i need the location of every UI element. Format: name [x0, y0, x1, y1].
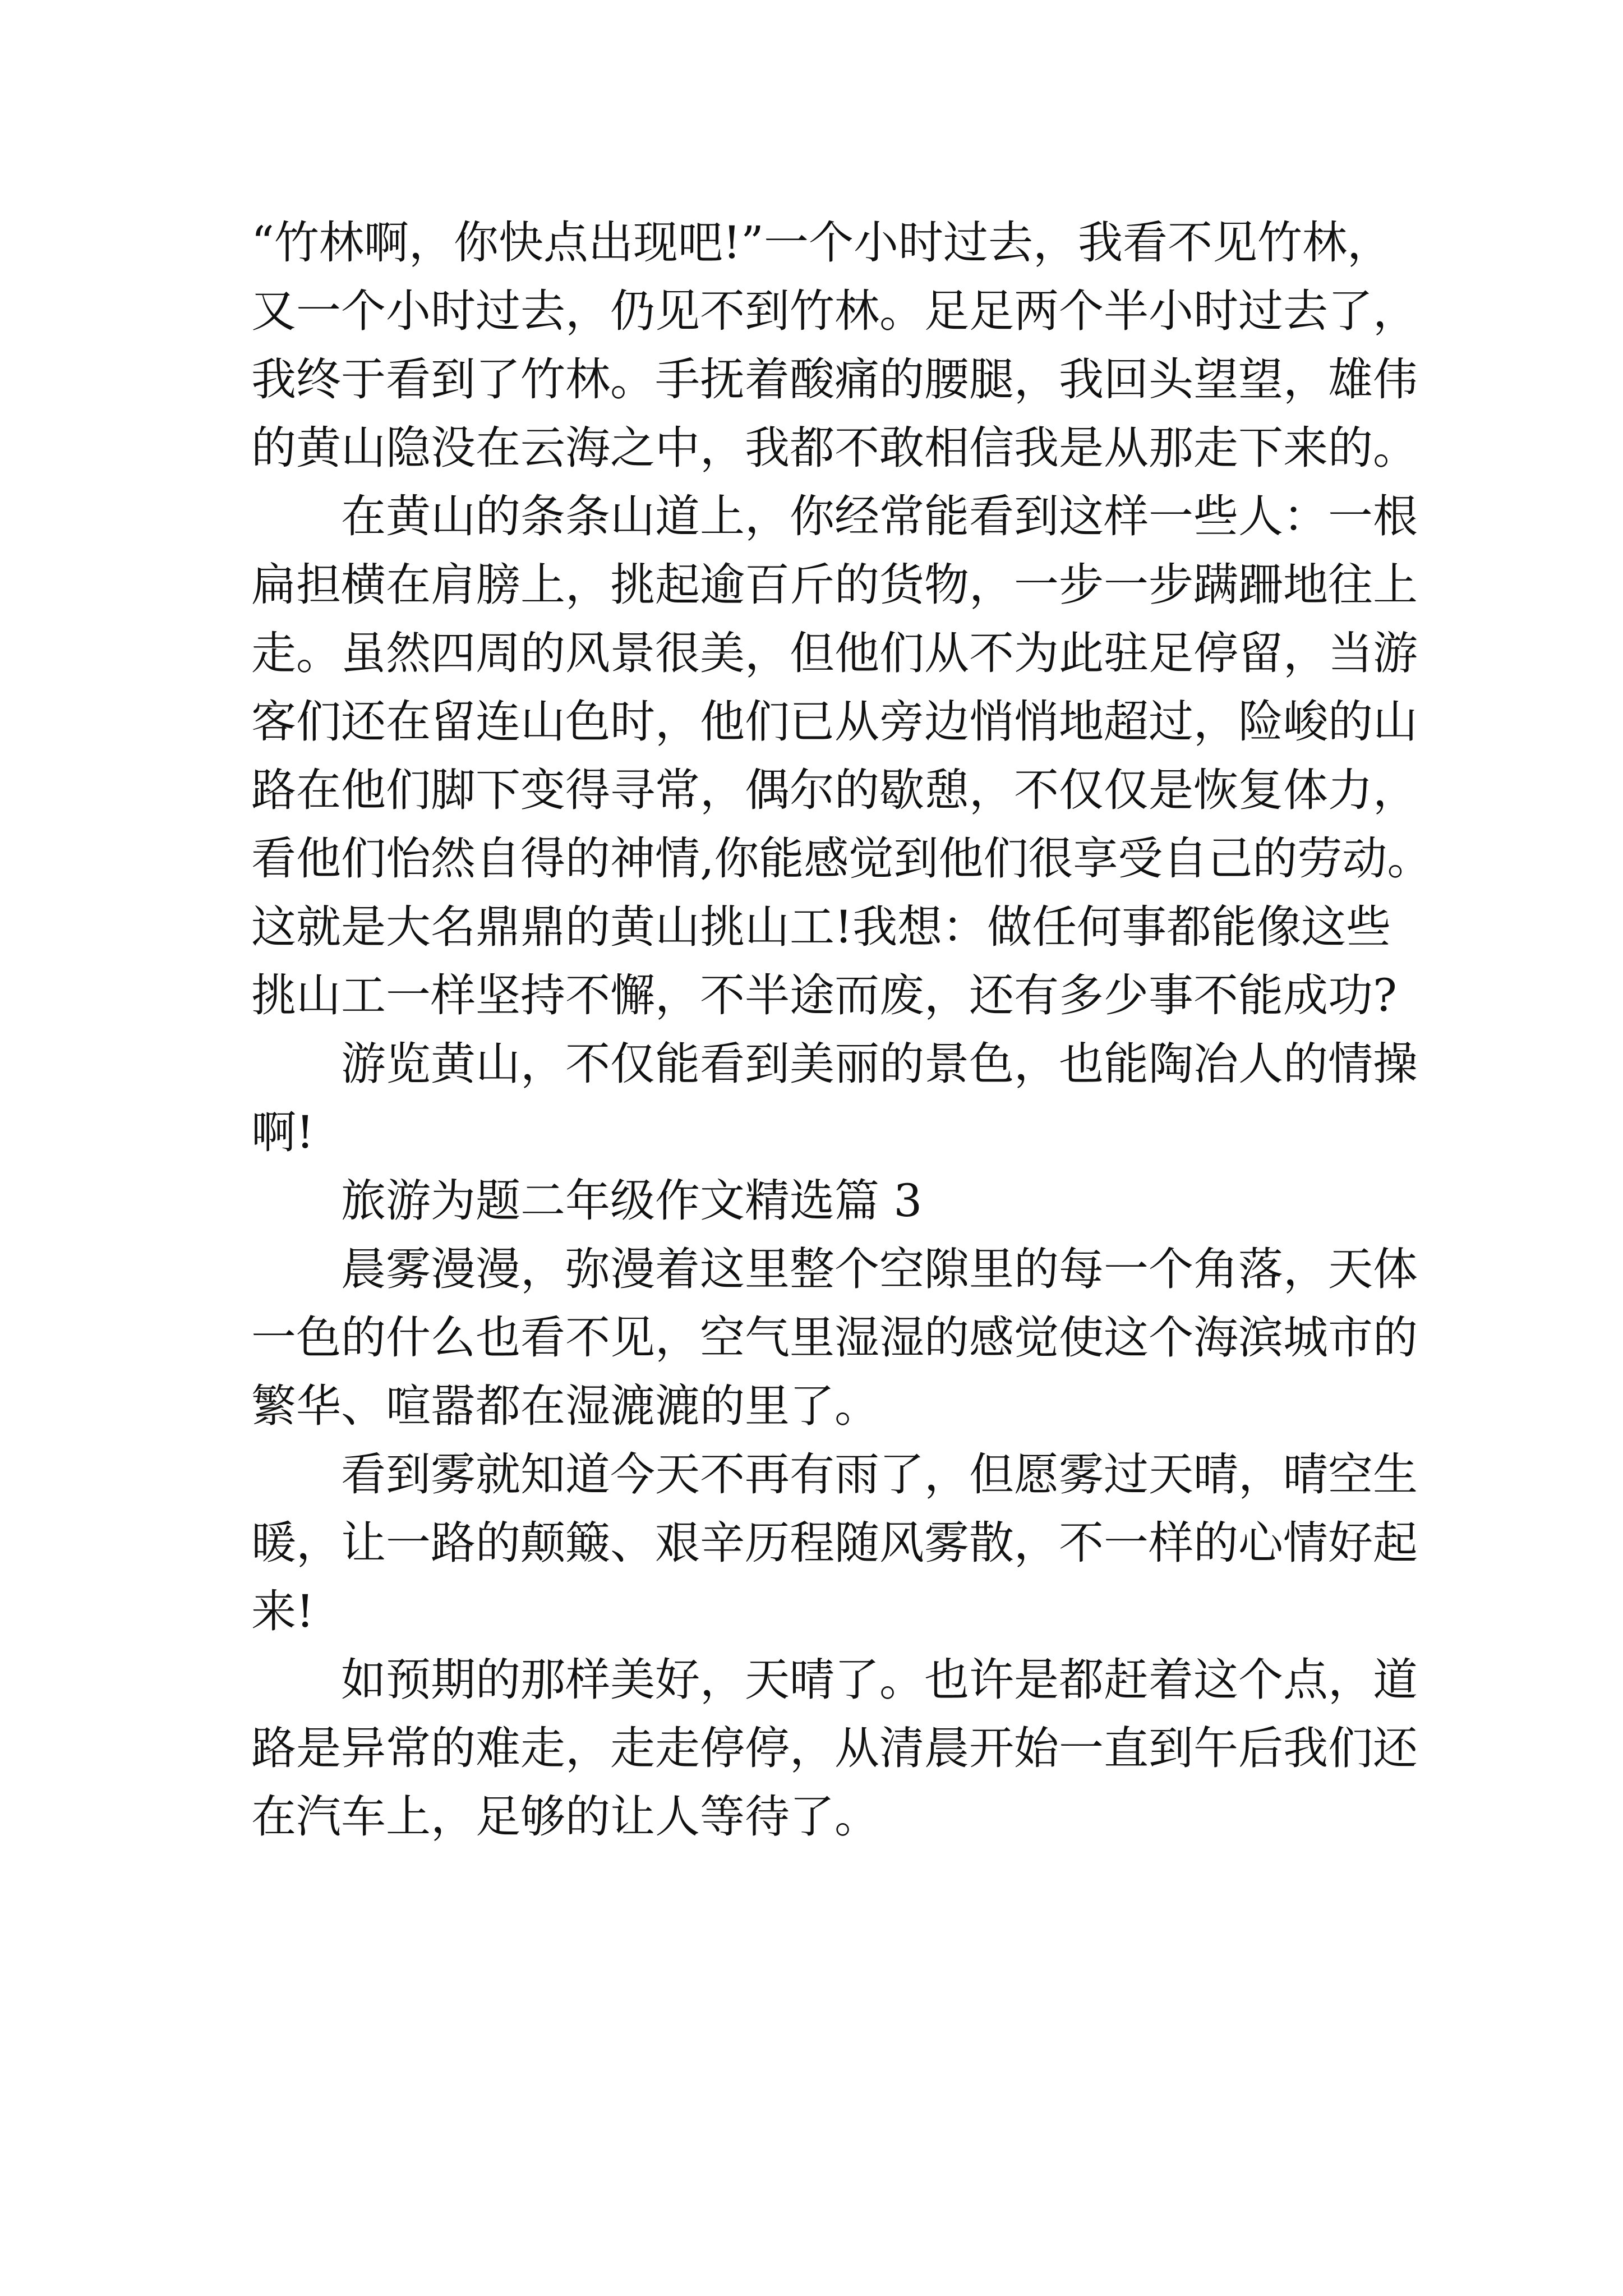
text-line: 客们还在留连山色时，他们已从旁边悄悄地超过，险峻的山 — [251, 696, 1418, 748]
text-line: 繁华、喧嚣都在湿漉漉的里了。 — [251, 1380, 879, 1432]
paragraph-start-line: 看到雾就知道今天不再有雨了，但愿雾过天晴，晴空生 — [341, 1448, 1418, 1501]
text-line: 来! — [251, 1585, 315, 1637]
text-line: 啊! — [251, 1106, 315, 1158]
text-line: 挑山工一样坚持不懈，不半途而废，还有多少事不能成功? — [251, 969, 1397, 1022]
text-line: 看他们怡然自得的神情,你能感觉到他们很享受自己的劳动。 — [251, 832, 1432, 885]
paragraph-start-line: 如预期的那样美好，天晴了。也许是都赶着这个点，道 — [341, 1654, 1418, 1706]
text-line: 这就是大名鼎鼎的黄山挑山工!我想：做任何事都能像这些 — [251, 901, 1391, 953]
text-line: 走。虽然四周的风景很美，但他们从不为此驻足停留，当游 — [251, 627, 1418, 679]
text-line: 的黄山隐没在云海之中，我都不敢相信我是从那走下来的。 — [251, 422, 1418, 474]
text-line: 路是异常的难走，走走停停，从清晨开始一直到午后我们还 — [251, 1722, 1418, 1774]
paragraph-start-line: 晨雾漫漫，弥漫着这里整个空隙里的每一个角落，天体 — [341, 1243, 1418, 1295]
text-line: 扁担横在肩膀上，挑起逾百斤的货物，一步一步蹒跚地往上 — [251, 559, 1418, 611]
document-text — [251, 209, 1432, 1851]
paragraph-start-line: 在黄山的条条山道上，你经常能看到这样一些人：一根 — [341, 490, 1418, 542]
section-heading: 旅游为题二年级作文精选篇 3 — [341, 1175, 923, 1227]
text-line: 一色的什么也看不见，空气里湿湿的感觉使这个海滨城市的 — [251, 1312, 1418, 1364]
text-line: 路在他们脚下变得寻常，偶尔的歇憩，不仅仅是恢复体力， — [251, 764, 1418, 816]
text-line: 又一个小时过去，仍见不到竹林。足足两个半小时过去了， — [251, 285, 1418, 337]
text-line: 在汽车上，足够的让人等待了。 — [251, 1791, 879, 1843]
paragraph-start-line: 游览黄山，不仅能看到美丽的景色，也能陶冶人的情操 — [341, 1038, 1418, 1090]
text-line: 我终于看到了竹林。手抚着酸痛的腰腿，我回头望望，雄伟 — [251, 353, 1418, 406]
text-line: 暖，让一路的颠簸、艰辛历程随风雾散，不一样的心情好起 — [251, 1517, 1418, 1569]
text-line: “竹林啊，你快点出现吧!”一个小时过去，我看不见竹林， — [251, 217, 1392, 269]
